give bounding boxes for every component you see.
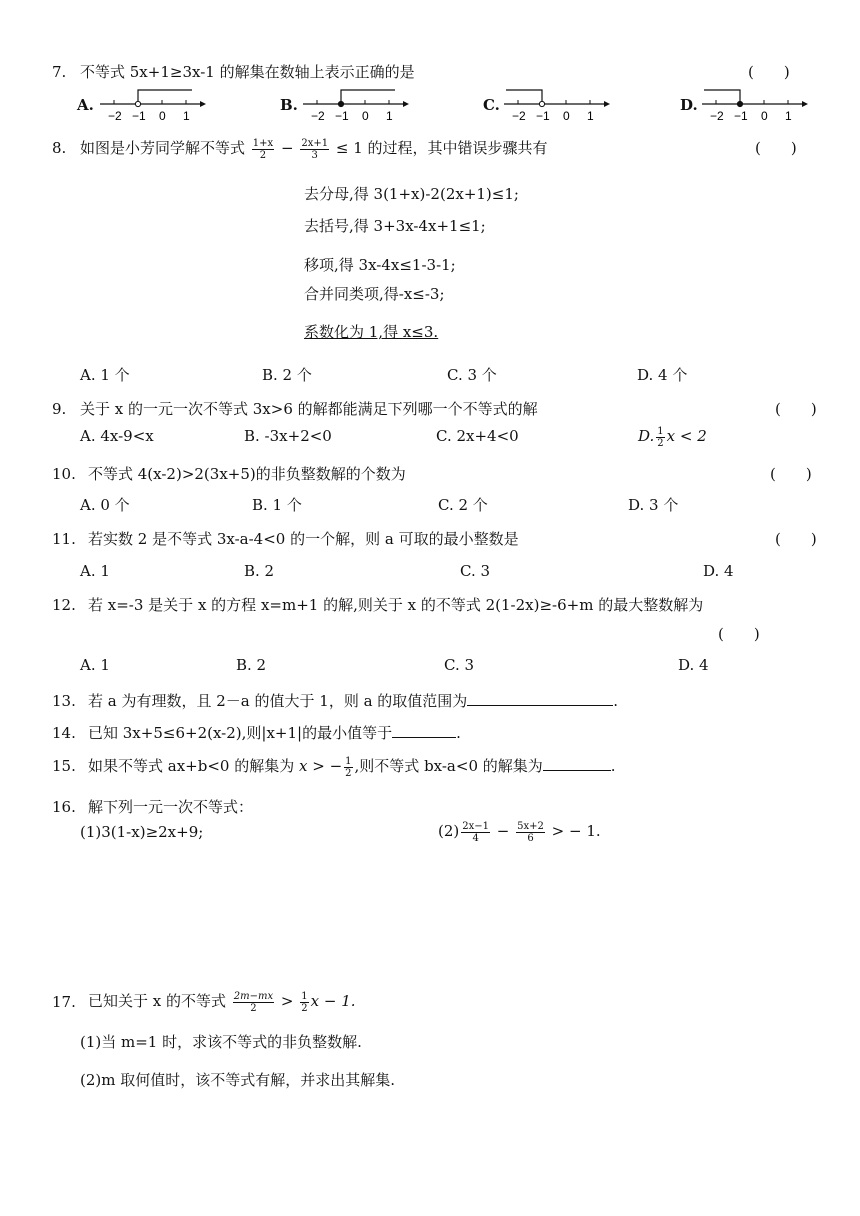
q8-minus: −	[280, 139, 294, 157]
q16-part-2-rest: > − 1.	[551, 822, 601, 840]
q7-option-b-label: B.	[280, 96, 298, 114]
q9-option-b: B. -3x+2<0	[244, 427, 332, 445]
q7-d-tick: 0	[761, 109, 768, 123]
q7-d-tick: −1	[734, 109, 748, 123]
q12-option-a: A. 1	[80, 656, 110, 674]
q10-answer-paren: ( )	[770, 465, 812, 483]
q7-answer-paren: ( )	[748, 63, 790, 81]
q9-option-d-fraction: $\frac{1}{2}$	[657, 425, 664, 449]
q13-number: 13.	[52, 692, 76, 710]
q10-number: 10.	[52, 465, 76, 483]
q8-answer-paren: ( )	[755, 139, 797, 157]
q7-option-b-numberline	[299, 84, 409, 124]
q17-fraction-2: $\frac{1}{2}$	[301, 990, 308, 1014]
q11-option-d: D. 4	[703, 562, 734, 580]
q14-end: .	[456, 724, 461, 742]
q12-number: 12.	[52, 596, 76, 614]
q7-c-tick: −2	[512, 109, 526, 123]
q7-option-d-label: D.	[680, 96, 698, 114]
q13-text: 若 a 为有理数，且 2－a 的值大于 1，则 a 的取值范围为	[88, 692, 468, 710]
q14-number: 14.	[52, 724, 76, 742]
q15-fraction: $\frac{1}{2}$	[345, 755, 352, 779]
q13-answer-blank	[467, 691, 613, 706]
q8-relation: ≤ 1	[335, 139, 363, 157]
q17-fraction-1: $\frac{2m-mx}{2}$	[233, 990, 274, 1014]
q17-relation: >	[280, 992, 294, 1010]
q8-fraction-2: $\frac{2x+1}{3}$	[301, 137, 329, 161]
q12-answer-paren: ( )	[718, 625, 760, 643]
q17-sub-1: (1)当 m=1 时，求该不等式的非负整数解.	[80, 1033, 362, 1051]
q7-question: 不等式 5x+1≥3x-1 的解集在数轴上表示正确的是	[80, 63, 415, 81]
q8-step-5: 系数化为 1,得 x≤3.	[304, 323, 439, 341]
q12-question: 若 x=-3 是关于 x 的方程 x=m+1 的解,则关于 x 的不等式 2(1-2x)≥-6+m 的最大整数解为	[88, 596, 704, 614]
q16-part-2	[438, 816, 601, 846]
q7-b-tick: 0	[362, 109, 369, 123]
q8-step-2: 去括号,得 3+3x-4x+1≤1;	[304, 217, 486, 235]
q11-option-a: A. 1	[80, 562, 110, 580]
q9-option-a: A. 4x-9<x	[80, 427, 154, 445]
q16-part-2-minus: −	[496, 822, 510, 840]
q7-number: 7.	[52, 63, 67, 81]
q8-number: 8.	[52, 139, 67, 157]
q17-question	[88, 986, 356, 1016]
q12-option-c: C. 3	[444, 656, 475, 674]
q7-d-tick: 1	[785, 109, 792, 123]
q7-option-c-numberline	[500, 84, 610, 124]
q7-c-tick: 0	[563, 109, 570, 123]
q7-b-tick: −2	[311, 109, 325, 123]
q10-option-d: D. 3 个	[628, 496, 679, 514]
q10-option-a: A. 0 个	[80, 496, 130, 514]
q7-a-tick: −1	[132, 109, 146, 123]
q7-option-a-label: A.	[77, 96, 94, 114]
q16-number: 16.	[52, 798, 76, 816]
q10-question: 不等式 4(x-2)>2(3x+5)的非负整数解的个数为	[88, 465, 406, 483]
q7-a-tick: 0	[159, 109, 166, 123]
q8-step-3: 移项,得 3x-4x≤1-3-1;	[304, 256, 456, 274]
q7-a-tick: −2	[108, 109, 122, 123]
q7-option-a-numberline	[96, 84, 206, 124]
q10-option-b: B. 1 个	[252, 496, 302, 514]
q17-sub-2: (2)m 取何值时，该不等式有解，并求出其解集.	[80, 1071, 396, 1089]
q8-option-b: B. 2 个	[262, 366, 312, 384]
q9-option-d	[638, 422, 707, 450]
q17-number: 17.	[52, 993, 76, 1011]
q16-part-2-label: (2)	[438, 822, 460, 840]
q7-b-tick: −1	[335, 109, 349, 123]
q14-question	[88, 723, 461, 743]
q8-step-4: 合并同类项,得-x≤-3;	[304, 285, 445, 303]
q15-math: x > −	[299, 757, 343, 775]
q8-text-before: 如图是小芳同学解不等式	[80, 139, 246, 157]
q16-question: 解下列一元一次不等式：	[88, 798, 254, 816]
q17-text: 已知关于 x 的不等式	[88, 992, 226, 1010]
q15-number: 15.	[52, 757, 76, 775]
q8-option-d: D. 4 个	[637, 366, 688, 384]
q9-option-d-label: D.	[638, 427, 655, 445]
q14-answer-blank	[392, 723, 456, 738]
q15-text-after: ,则不等式 bx-a<0 的解集为	[354, 757, 543, 775]
q8-text-after: 的过程，其中错误步骤共有	[367, 139, 548, 157]
q11-number: 11.	[52, 530, 76, 548]
q15-end: .	[610, 757, 616, 775]
q8-option-c: C. 3 个	[447, 366, 497, 384]
q7-option-c-label: C.	[483, 96, 500, 114]
q15-text-before: 如果不等式 ax+b<0 的解集为	[88, 757, 295, 775]
q10-option-c: C. 2 个	[438, 496, 488, 514]
q9-option-c: C. 2x+4<0	[436, 427, 519, 445]
q9-answer-paren: ( )	[775, 400, 817, 418]
q16-part-2-fraction-1: $\frac{2x-1}{4}$	[462, 820, 489, 844]
q9-question: 关于 x 的一元一次不等式 3x>6 的解都能满足下列哪一个不等式的解	[80, 400, 538, 418]
q7-a-tick: 1	[183, 109, 190, 123]
q8-fraction-1: $\frac{1+x}{2}$	[252, 137, 274, 161]
q11-option-b: B. 2	[244, 562, 275, 580]
q14-text: 已知 3x+5≤6+2(x-2),则|x+1|的最小值等于	[88, 724, 393, 742]
q16-part-1: (1)3(1-x)≥2x+9;	[80, 823, 204, 841]
q8-option-a: A. 1 个	[80, 366, 130, 384]
q12-option-d: D. 4	[678, 656, 709, 674]
q7-c-tick: −1	[536, 109, 550, 123]
q7-b-tick: 1	[386, 109, 393, 123]
q16-part-2-fraction-2: $\frac{5x+2}{6}$	[517, 820, 544, 844]
q11-option-c: C. 3	[460, 562, 491, 580]
q11-answer-paren: ( )	[775, 530, 817, 548]
q8-step-1: 去分母,得 3(1+x)-2(2x+1)≤1;	[304, 185, 519, 203]
q15-question	[88, 752, 616, 780]
q12-option-b: B. 2	[236, 656, 267, 674]
q15-answer-blank	[543, 756, 611, 771]
q13-question	[88, 691, 618, 711]
q9-number: 9.	[52, 400, 67, 418]
q17-rest: x − 1.	[310, 992, 356, 1010]
q9-option-d-rest: x < 2	[666, 427, 707, 445]
q7-d-tick: −2	[710, 109, 724, 123]
q8-question	[80, 134, 548, 162]
q13-end: .	[613, 692, 619, 710]
q7-c-tick: 1	[587, 109, 594, 123]
q7-option-d-numberline	[698, 84, 810, 124]
q11-question: 若实数 2 是不等式 3x-a-4<0 的一个解，则 a 可取的最小整数是	[88, 530, 519, 548]
